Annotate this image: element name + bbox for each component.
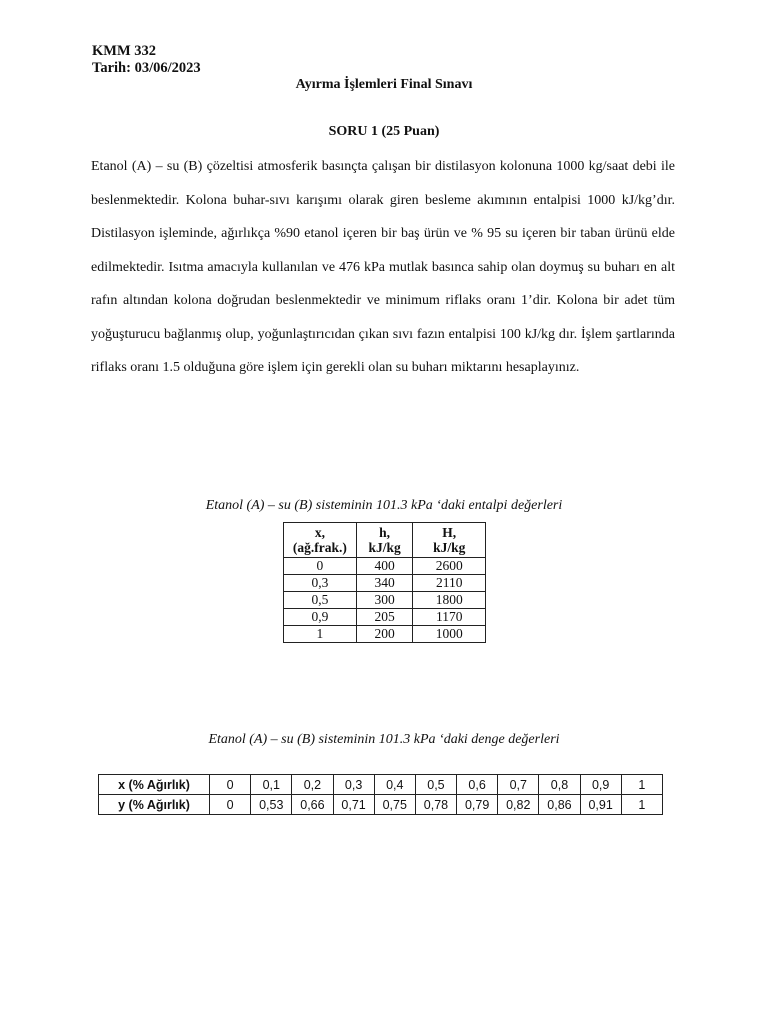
row-label: x (% Ağırlık) — [99, 775, 210, 795]
table-cell: 2110 — [413, 575, 486, 592]
table-cell: 0,78 — [415, 795, 456, 815]
exam-title: Ayırma İşlemleri Final Sınavı — [295, 77, 473, 92]
table-row — [284, 626, 486, 643]
question-title: SORU 1 (25 Puan) — [328, 124, 440, 139]
table-cell: 0,2 — [292, 775, 333, 795]
table-cell: 0 — [210, 795, 251, 815]
enthalpy-header-h: h, kJ/kg — [356, 523, 413, 558]
table-cell: 0,91 — [580, 795, 621, 815]
row-label: y (% Ağırlık) — [99, 795, 210, 815]
table-row — [284, 558, 486, 575]
table-cell: 0 — [210, 775, 251, 795]
table-cell: 1800 — [413, 592, 486, 609]
equilibrium-row-y — [99, 795, 663, 815]
table-cell: 0,71 — [333, 795, 374, 815]
table-cell: 0,79 — [457, 795, 498, 815]
table-cell: 0,75 — [374, 795, 415, 815]
table-cell: 0 — [284, 558, 357, 575]
table-cell: 0,4 — [374, 775, 415, 795]
table-cell: 300 — [356, 592, 413, 609]
equilibrium-table — [98, 774, 663, 815]
table-cell: 400 — [356, 558, 413, 575]
table-cell: 1000 — [413, 626, 486, 643]
table-cell: 0,82 — [498, 795, 539, 815]
table-cell: 0,7 — [498, 775, 539, 795]
equilibrium-table-caption: Etanol (A) – su (B) sisteminin 101.3 kPa ‘daki denge değerleri — [208, 732, 560, 747]
table-row — [284, 609, 486, 626]
table-cell: 0,3 — [333, 775, 374, 795]
table-cell: 1 — [621, 795, 662, 815]
table-cell: 200 — [356, 626, 413, 643]
table-cell: 0,5 — [415, 775, 456, 795]
enthalpy-table-caption: Etanol (A) – su (B) sisteminin 101.3 kPa ‘daki entalpi değerleri — [205, 498, 563, 513]
table-cell: 1170 — [413, 609, 486, 626]
table-row — [284, 592, 486, 609]
table-cell: 1 — [284, 626, 357, 643]
enthalpy-table — [283, 522, 486, 643]
table-cell: 2600 — [413, 558, 486, 575]
enthalpy-header-H: H, kJ/kg — [413, 523, 486, 558]
table-row — [284, 575, 486, 592]
question-body: Etanol (A) – su (B) çözeltisi atmosferik basınçta çalışan bir distilasyon kolonuna 1000 kg/saat debi ile beslenmektedir. Kolona buhar-sıvı karışımı olarak giren besleme akımının entalpisi 1000 kJ/kg’dır. Distilasyon işleminde, ağırlıkça %90 etanol içeren bir baş ürün ve % 95 su içeren bir taban ürünü elde edilmektedir. Isıtma amacıyla kullanılan ve 476 kPa mutlak basınca sahip olan doymuş su buharı en alt rafın altından kolona doğrudan beslenmektedir ve minimum riflaks oranı 1’dir. Kolona bir adet tüm yoğuşturucu bağlanmış olup, yoğunlaştırıcıdan çıkan sıvı fazın entalpisi 100 kJ/kg dır. İşlem şartlarında riflaks oranı 1.5 olduğuna göre işlem için gerekli olan su buharı miktarını hesaplayınız. — [91, 159, 675, 375]
table-cell: 0,53 — [251, 795, 292, 815]
table-cell: 0,3 — [284, 575, 357, 592]
enthalpy-header-x: x, (ağ.frak.) — [284, 523, 357, 558]
course-code: KMM 332 — [92, 43, 157, 59]
page-header — [92, 43, 201, 77]
table-cell: 0,8 — [539, 775, 580, 795]
table-cell: 205 — [356, 609, 413, 626]
table-cell: 0,6 — [457, 775, 498, 795]
table-cell: 1 — [621, 775, 662, 795]
table-cell: 0,9 — [284, 609, 357, 626]
table-cell: 0,86 — [539, 795, 580, 815]
exam-date: Tarih: 03/06/2023 — [92, 60, 201, 76]
equilibrium-row-x — [99, 775, 663, 795]
table-cell: 0,5 — [284, 592, 357, 609]
table-cell: 0,1 — [251, 775, 292, 795]
enthalpy-header-row — [284, 523, 486, 558]
table-cell: 0,9 — [580, 775, 621, 795]
table-cell: 0,66 — [292, 795, 333, 815]
table-cell: 340 — [356, 575, 413, 592]
